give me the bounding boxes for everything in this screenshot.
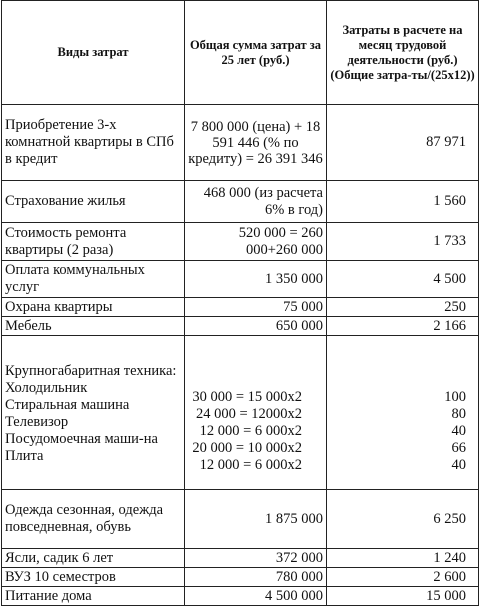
table-row [2, 568, 479, 587]
row-name: Крупногабаритная техника: Холодильник Стиральная машина Телевизор Посудомоечная маши-на Плита [2, 336, 185, 490]
row-total: 650 000 [185, 317, 327, 336]
row-monthly: 250 [327, 298, 479, 317]
table-row [2, 587, 479, 606]
cost-table [1, 0, 479, 606]
header-monthly-cost: Затраты в расчете на месяц трудовой деятельности (руб.) (Общие затра-ты/(25х12)) [327, 1, 479, 105]
row-total: 1 350 000 [185, 261, 327, 298]
row-monthly: 4 500 [327, 261, 479, 298]
row-monthly: 1 560 [327, 181, 479, 223]
row-monthly: 6 250 [327, 490, 479, 549]
header-cost-type: Виды затрат [2, 1, 185, 105]
row-monthly: 1 733 [327, 223, 479, 261]
row-monthly: 15 000 [327, 587, 479, 606]
row-name: ВУЗ 10 семестров [2, 568, 185, 587]
table-row [2, 298, 479, 317]
row-name: Мебель [2, 317, 185, 336]
row-total: 372 000 [185, 549, 327, 568]
row-monthly: 2 166 [327, 317, 479, 336]
table-row [2, 549, 479, 568]
header-total-25-years: Общая сумма затрат за 25 лет (руб.) [185, 1, 327, 105]
header-row [2, 1, 479, 105]
row-name: Питание дома [2, 587, 185, 606]
row-name: Страхование жилья [2, 181, 185, 223]
table-row [2, 336, 479, 490]
row-name: Охрана квартиры [2, 298, 185, 317]
row-name: Одежда сезонная, одежда повседневная, обувь [2, 490, 185, 549]
row-total: 30 000 = 15 000х2 24 000 = 12000х2 12 000 = 6 000х2 20 000 = 10 000х2 12 000 = 6 000х2 [185, 336, 327, 490]
table-row [2, 490, 479, 549]
table-row [2, 261, 479, 298]
row-monthly: 2 600 [327, 568, 479, 587]
row-monthly: 1 240 [327, 549, 479, 568]
row-total: 1 875 000 [185, 490, 327, 549]
row-name: Оплата коммунальных услуг [2, 261, 185, 298]
table-row [2, 317, 479, 336]
row-total: 520 000 = 260 000+260 000 [185, 223, 327, 261]
row-total: 780 000 [185, 568, 327, 587]
table-row [2, 223, 479, 261]
row-monthly: 87 971 [327, 105, 479, 181]
row-total: 4 500 000 [185, 587, 327, 606]
row-name: Ясли, садик 6 лет [2, 549, 185, 568]
row-total: 7 800 000 (цена) + 18 591 446 (% по кредиту) = 26 391 346 [185, 105, 327, 181]
row-name: Стоимость ремонта квартиры (2 раза) [2, 223, 185, 261]
row-monthly: 100 80 40 66 40 [327, 336, 479, 490]
row-name: Приобретение 3-х комнатной квартиры в СПб в кредит [2, 105, 185, 181]
table-row [2, 105, 479, 181]
row-total: 468 000 (из расчета 6% в год) [185, 181, 327, 223]
row-total: 75 000 [185, 298, 327, 317]
table-row [2, 181, 479, 223]
